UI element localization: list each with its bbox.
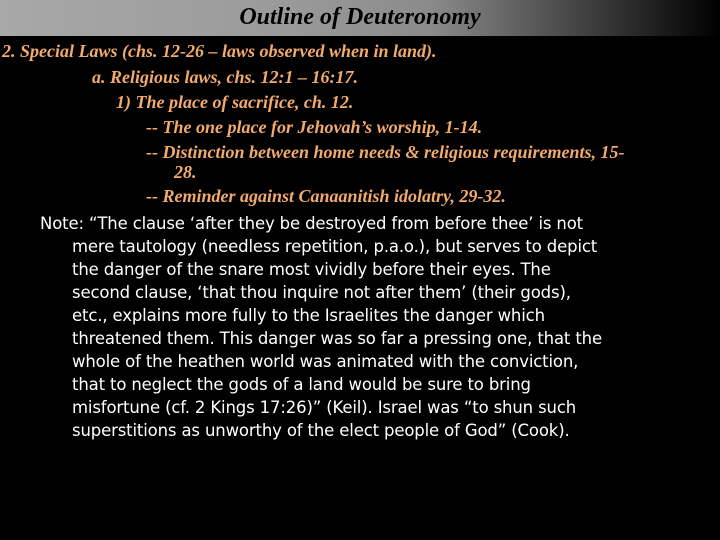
outline-subitem: -- Reminder against Canaanitish idolatry, 29-32. bbox=[146, 186, 506, 206]
note-line: whole of the heathen world was animated with the conviction, bbox=[72, 352, 579, 371]
note-line: etc., explains more fully to the Israelites the danger which bbox=[72, 306, 545, 325]
note-line: the danger of the snare most vividly before their eyes. The bbox=[72, 260, 551, 279]
outline-item: 1) The place of sacrifice, ch. 12. bbox=[116, 92, 354, 112]
note-line: misfortune (cf. 2 Kings 17:26)” (Keil). Israel was “to shun such bbox=[72, 398, 577, 417]
note-line: Note: “The clause ‘after they be destroyed from before thee’ is not bbox=[40, 214, 583, 233]
slide-title: Outline of Deuteronomy bbox=[239, 4, 481, 30]
outline-subitem: -- The one place for Jehovah’s worship, 1-14. bbox=[146, 117, 483, 137]
note-line: threatened them. This danger was so far a pressing one, that the bbox=[72, 329, 602, 348]
outline-subitem: -- Distinction between home needs & religious requirements, 15- bbox=[146, 142, 625, 162]
outline-subheading: a. Religious laws, chs. 12:1 – 16:17. bbox=[92, 67, 359, 87]
note-line: second clause, ‘that thou inquire not after them’ (their gods), bbox=[72, 283, 571, 302]
note-line: mere tautology (needless repetition, p.a.o.), but serves to depict bbox=[72, 237, 598, 256]
note-paragraph bbox=[40, 212, 712, 442]
note-line: that to neglect the gods of a land would be sure to bring bbox=[72, 375, 531, 394]
outline-heading: 2. Special Laws (chs. 12-26 – laws observed when in land). bbox=[2, 41, 437, 61]
outline-subitem-continuation: 28. bbox=[174, 162, 197, 182]
note-line: superstitions as unworthy of the elect people of God” (Cook). bbox=[72, 421, 570, 440]
